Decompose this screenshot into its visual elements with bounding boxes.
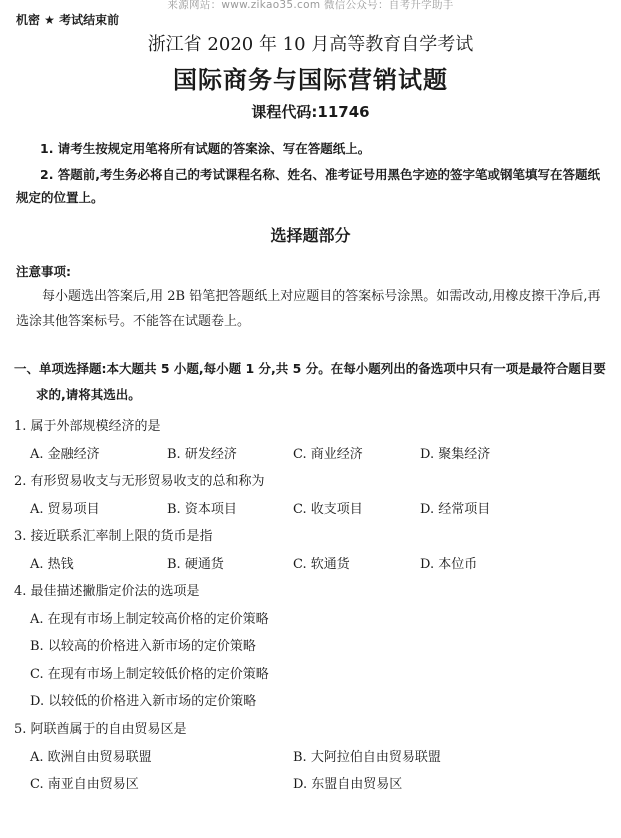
question-stem: 3. 接近联系汇率制上限的货币是指 xyxy=(14,529,213,544)
question-option: D. 聚集经济 xyxy=(420,447,491,462)
instruction-2: 2. 答题前,考生务必将自己的考试课程名称、姓名、准考证号用黑色字迹的签字笔或钢笔填写在答题纸规定的位置上。 xyxy=(16,167,601,205)
course-code: 课程代码:11746 xyxy=(251,103,370,121)
question-option: C. 软通货 xyxy=(293,557,350,572)
question-option: D. 经常项目 xyxy=(420,502,491,517)
section-title: 选择题部分 xyxy=(270,226,351,245)
notice-heading: 注意事项: xyxy=(16,264,71,279)
question-option: B. 以较高的价格进入新市场的定价策略 xyxy=(30,639,256,654)
part-heading: 一、单项选择题:本大题共 5 小题,每小题 1 分,共 5 分。在每小题列出的备选项中只有一项是最符合题目要求的,请将其选出。 xyxy=(14,361,606,402)
confidential-label: 机密 ★ 考试结束前 xyxy=(16,13,120,27)
question-option: C. 在现有市场上制定较低价格的定价策略 xyxy=(30,667,269,682)
question-option: B. 研发经济 xyxy=(167,447,237,462)
watermark: 来源网站：www.zikao35.com 微信公众号：自考升学助手 xyxy=(167,0,454,11)
question-option: C. 商业经济 xyxy=(293,447,363,462)
question-option: A. 欧洲自由贸易联盟 xyxy=(30,750,152,765)
question-option: A. 金融经济 xyxy=(30,447,100,462)
question-option: B. 资本项目 xyxy=(167,502,237,517)
question-stem: 2. 有形贸易收支与无形贸易收支的总和称为 xyxy=(14,474,265,489)
question-option: C. 南亚自由贸易区 xyxy=(30,777,139,792)
question-stem: 1. 属于外部规模经济的是 xyxy=(14,419,161,434)
notice-body: 每小题选出答案后,用 2B 铅笔把答题纸上对应题目的答案标号涂黑。如需改动,用橡皮擦干净后,再选涂其他答案标号。不能答在试题卷上。 xyxy=(16,289,601,329)
question-option: D. 以较低的价格进入新市场的定价策略 xyxy=(30,694,257,709)
question-option: B. 大阿拉伯自由贸易联盟 xyxy=(293,750,441,765)
paper-title: 国际商务与国际营销试题 xyxy=(173,66,448,94)
question-option: D. 东盟自由贸易区 xyxy=(293,777,403,792)
question-option: A. 在现有市场上制定较高价格的定价策略 xyxy=(30,612,269,627)
question-stem: 5. 阿联酋属于的自由贸易区是 xyxy=(14,722,187,737)
question-stem: 4. 最佳描述撇脂定价法的选项是 xyxy=(14,584,200,599)
exam-title: 浙江省 2020 年 10 月高等教育自学考试 xyxy=(147,34,474,55)
question-option: C. 收支项目 xyxy=(293,502,363,517)
question-option: A. 热钱 xyxy=(30,557,74,572)
question-option: B. 硬通货 xyxy=(167,557,224,572)
instruction-1: 1. 请考生按规定用笔将所有试题的答案涂、写在答题纸上。 xyxy=(40,141,371,156)
question-option: D. 本位币 xyxy=(420,557,478,572)
question-option: A. 贸易项目 xyxy=(30,502,100,517)
